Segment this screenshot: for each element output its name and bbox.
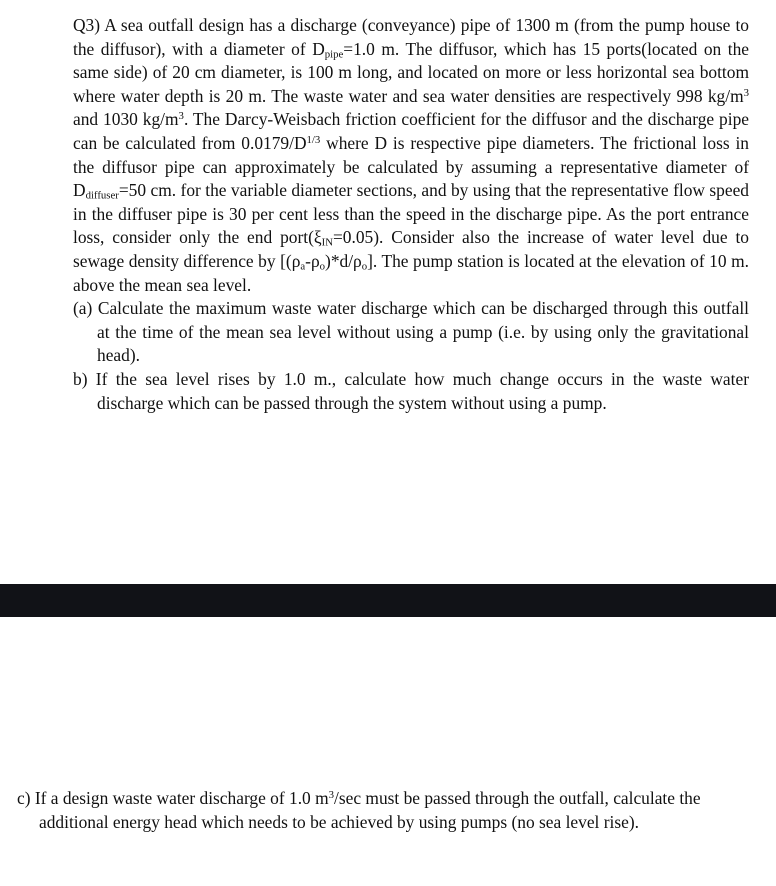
statement-text: )*d/ρ (325, 250, 362, 271)
statement-text: Q3) A sea outfall design has a discharge (conveyance) pipe of 1300 m (from the pump house to the diffusor), with a diameter of D (73, 15, 749, 59)
part-b: b) If the sea level rises by 1.0 m., calculate how much change occurs in the waste water discharge which can be passed through the system without using a pump. (73, 368, 749, 413)
in-subscript: IN (321, 237, 333, 250)
cubic-superscript: 3 (328, 789, 335, 802)
cubic-superscript: 3 (178, 110, 184, 123)
statement-text: =50 cm. for the variable diameter sections, and by using that the representative flow speed in the diffuser pipe is 30 per cent less than the speed in the discharge pipe. As the port entrance loss, consider only the end port(ξ (73, 180, 749, 248)
diffuser-subscript: diffuser (85, 189, 119, 202)
statement-text: . The Darcy-Weisbach friction coefficient for the diffusor and the discharge pipe can be calculated from 0.0179/D (73, 109, 749, 153)
exponent-superscript: 1/3 (306, 134, 321, 147)
statement-text: -ρ (305, 250, 320, 271)
pipe-subscript: pipe (324, 48, 344, 61)
part-a: (a) Calculate the maximum waste water discharge which can be discharged through this outfall at the time of the mean sea level without using a pump (i.e. by using only the gravitational head). (73, 298, 749, 366)
cubic-superscript: 3 (743, 86, 749, 99)
part-c-text: c) If a design waste water discharge of 1.0 m (17, 788, 329, 808)
divider-bar (0, 584, 776, 617)
statement-text: =0.05). Consider also the increase of water level due to sewage density difference by [(ρ (73, 227, 749, 271)
statement-text: and 1030 kg/m (73, 109, 179, 130)
problem-statement (73, 14, 749, 297)
statement-text: =1.0 m. The diffusor, which has 15 ports(located on the same side) of 20 cm diameter, is 100 m long, and located on more or less horizontal sea bottom where water depth is 20 m. The waste water and sea water densities are respectively 998 kg/m (73, 38, 749, 106)
question-3 (73, 14, 749, 415)
o-subscript: o (319, 260, 326, 273)
statement-text: where D is respective pipe diameters. The frictional loss in the diffusor pipe can approximately be calculated by assuming a representative diameter of D (73, 132, 750, 201)
part-c-panel (0, 617, 776, 886)
o-subscript: o (361, 260, 368, 273)
statement-text: ]. The pump station is located at the elevation of 10 m. above the mean sea level. (73, 250, 749, 295)
part-c-text: /sec must be passed through the outfall, calculate the additional energy head which needs to be achieved by using pumps (no sea level rise). (39, 788, 701, 832)
part-c (17, 787, 729, 834)
a-subscript: a (300, 260, 306, 273)
